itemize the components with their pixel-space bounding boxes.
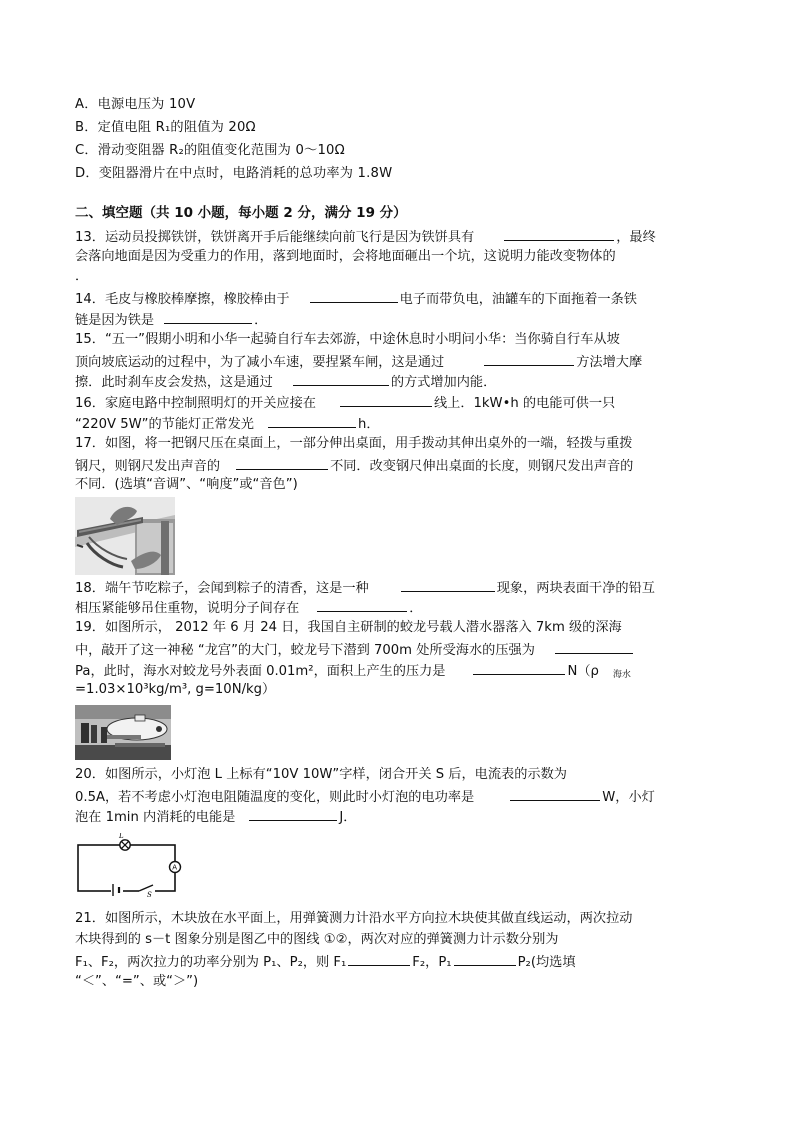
q21-line2: 木块得到的 s－t 图象分别是图乙中的图线 ①②，两次对应的弹簧测力计示数分别为: [75, 932, 559, 947]
q16-line2: [75, 413, 380, 435]
q19-density-subscript: 海水: [612, 670, 631, 680]
q19-blank-1[interactable]: [555, 639, 633, 654]
q13-blank-1[interactable]: [504, 226, 614, 241]
q14-text-b: 电子而带负电，油罐车的下面拖着一条铁: [399, 292, 637, 307]
q13-text-b: ，最终: [616, 230, 656, 245]
q14-text-d: ．: [254, 313, 268, 328]
q15-line3: [75, 371, 496, 393]
q21-blank-2[interactable]: [454, 951, 516, 966]
q16-text-b: 线上．1kW•h 的电能可供一只: [433, 396, 616, 411]
q18-blank-2[interactable]: [317, 597, 407, 612]
q19-line2: [75, 639, 635, 661]
q20-text-d: J．: [339, 810, 357, 825]
q14-text-a: 14．毛皮与橡胶棒摩擦，橡胶棒由于: [75, 292, 290, 307]
circuit-diagram-figure: [75, 833, 183, 897]
q18-line1: [75, 577, 655, 599]
q21-line3: [75, 951, 576, 973]
q17-blank-1[interactable]: [236, 455, 328, 470]
q21-text-c: P₂(均选填: [517, 955, 576, 970]
q20-text-c: 泡在 1min 内消耗的电能是: [75, 810, 236, 825]
q15-line1: 15．“五一”假期小明和小华一起骑自行车去郊游，中途休息时小明问小华：当你骑自行车从坡: [75, 332, 620, 347]
q16-text-a: 16．家庭电路中控制照明灯的开关应接在: [75, 396, 316, 411]
q20-blank-1[interactable]: [510, 786, 600, 801]
q21-text-a: F₁、F₂，两次拉力的功率分别为 P₁、P₂，则 F₁: [75, 955, 347, 970]
q15-text-d: 的方式增加内能．: [390, 375, 497, 390]
q15-text-b: 方法增大摩: [576, 355, 643, 370]
q17-text-a: 钢尺，则钢尺发出声音的: [75, 459, 221, 474]
q16-text-d: h．: [357, 417, 380, 432]
q18-text-b: 现象，两块表面干净的铅互: [496, 581, 655, 596]
q19-line4: =1.03×10³kg/m³, g=10N/kg）: [75, 682, 276, 697]
option-c: C．滑动变阻器 R₂的阻值变化范围为 0～10Ω: [75, 143, 345, 158]
q15-blank-1[interactable]: [484, 351, 574, 366]
q18-text-c: 相压紧能够吊住重物，说明分子间存在: [75, 601, 300, 616]
lamp-label: L: [119, 833, 124, 840]
q15-text-a: 顶向坡底运动的过程中，为了减小车速，要捏紧车闸，这是通过: [75, 355, 445, 370]
q15-line2: [75, 351, 642, 373]
switch-label: S: [147, 891, 152, 897]
q20-blank-2[interactable]: [249, 806, 337, 821]
submersible-photo-figure: [75, 705, 171, 760]
q18-text-d: ．: [409, 601, 423, 616]
q19-text-a: 中，敲开了这一神秘 “龙宫”的大门，蛟龙号下潜到 700m 处所受海水的压强为: [75, 643, 535, 658]
q14-line2: [75, 309, 267, 331]
ammeter-label: A: [172, 863, 177, 872]
q20-line2: [75, 786, 655, 808]
q18-text-a: 18．端午节吃粽子，会闻到粽子的清香，这是一种: [75, 581, 369, 596]
q21-blank-1[interactable]: [348, 951, 410, 966]
q13-text-a: 13．运动员投掷铁饼，铁饼离开手后能继续向前飞行是因为铁饼具有: [75, 230, 475, 245]
q16-blank-2[interactable]: [268, 413, 356, 428]
q16-line1: [75, 392, 615, 414]
section-title: 二、填空题（共 10 小题，每小题 2 分，满分 19 分）: [75, 205, 407, 221]
q15-text-c: 擦．此时刹车皮会发热，这是通过: [75, 375, 273, 390]
option-d: D．变阻器滑片在中点时，电路消耗的总功率为 1.8W: [75, 166, 393, 181]
q19-text-b: Pa，此时，海水对蛟龙号外表面 0.01m²，面积上产生的压力是: [75, 664, 446, 679]
q19-text-c: N（ρ: [567, 664, 599, 679]
q20-line3: [75, 806, 356, 828]
q17-line2: [75, 455, 633, 477]
q21-text-b: F₂，P₁: [412, 955, 452, 970]
q14-line1: [75, 288, 637, 310]
q16-blank-1[interactable]: [340, 392, 432, 407]
q17-line3: 不同．(选填“音调”、“响度”或“音色”): [75, 477, 298, 492]
q20-text-b: W，小灯: [602, 790, 655, 805]
q21-line1: 21．如图所示，木块放在水平面上，用弹簧测力计沿水平方向拉木块使其做直线运动，两次拉动: [75, 911, 633, 926]
q15-blank-2[interactable]: [293, 371, 389, 386]
q13-line3: ．: [75, 269, 89, 284]
option-b: B．定值电阻 R₁的阻值为 20Ω: [75, 120, 256, 135]
q17-line1: 17．如图，将一把钢尺压在桌面上，一部分伸出桌面，用手拨动其伸出桌外的一端，轻拨与重拨: [75, 436, 633, 451]
q20-text-a: 0.5A，若不考虑小灯泡电阻随温度的变化，则此时小灯泡的电功率是: [75, 790, 475, 805]
q20-line1: 20．如图所示，小灯泡 L 上标有“10V 10W”字样，闭合开关 S 后，电流表的示数为: [75, 767, 567, 782]
q17-text-b: 不同．改变钢尺伸出桌面的长度，则钢尺发出声音的: [330, 459, 634, 474]
q21-line4: “＜”、“=”、或“＞”): [75, 974, 199, 989]
q19-line1: 19．如图所示， 2012 年 6 月 24 日，我国自主研制的蛟龙号载人潜水器落入 7km 级的深海: [75, 620, 622, 635]
ruler-on-table-figure: [75, 497, 175, 575]
q14-blank-1[interactable]: [310, 288, 398, 303]
q14-text-c: 链是因为铁是: [75, 313, 155, 328]
q18-line2: [75, 597, 422, 619]
q19-blank-2[interactable]: [473, 660, 565, 675]
option-a: A．电源电压为 10V: [75, 97, 196, 112]
q13-line1: [75, 226, 656, 248]
q18-blank-1[interactable]: [401, 577, 495, 592]
q16-text-c: “220V 5W”的节能灯正常发光: [75, 417, 254, 432]
q13-line2: 会落向地面是因为受重力的作用，落到地面时，会将地面砸出一个坑，这说明力能改变物体的: [75, 249, 616, 264]
q14-blank-2[interactable]: [164, 309, 252, 324]
